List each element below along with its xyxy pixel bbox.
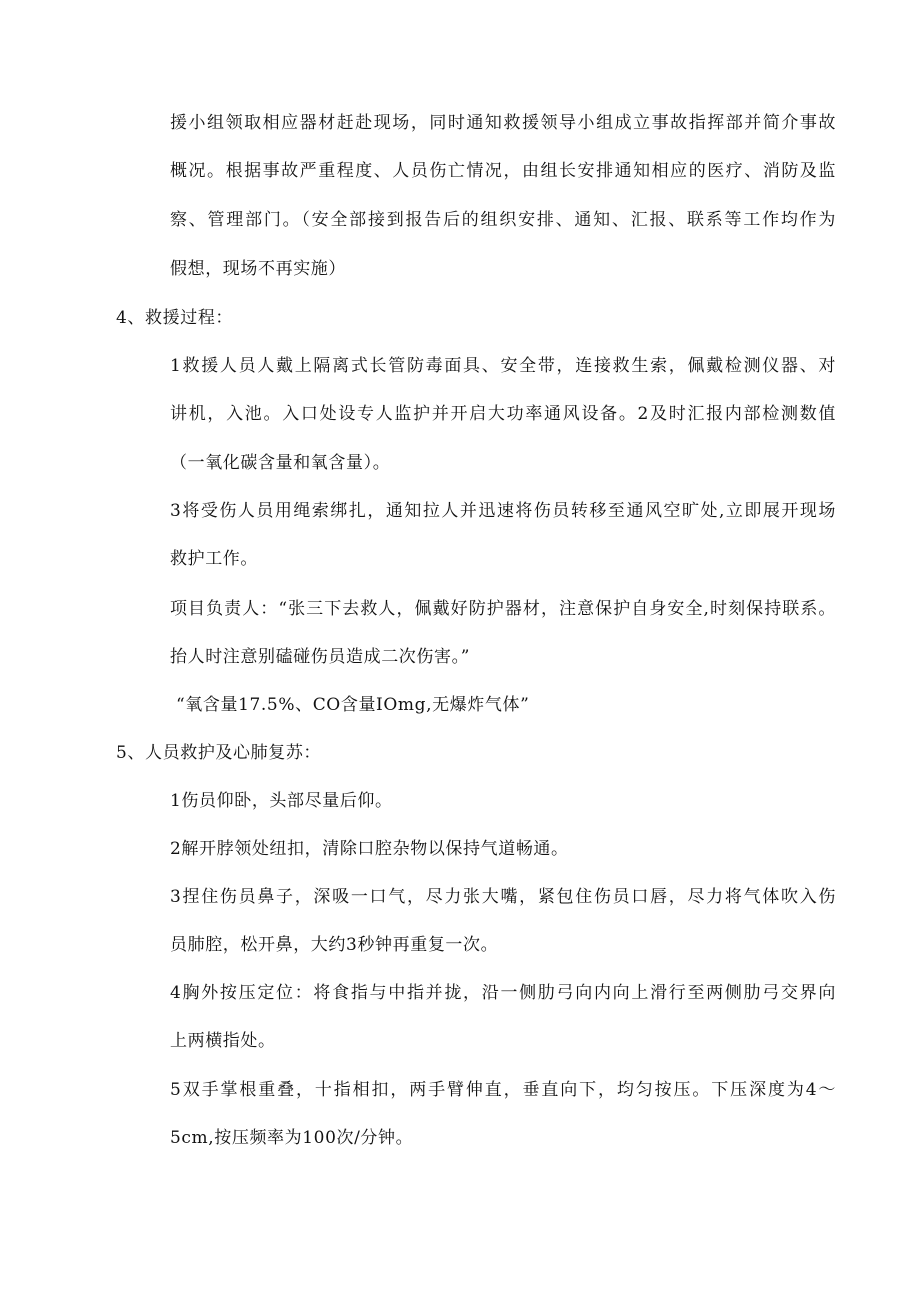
quote-line: 抬人时注意别磕碰伤员造成二次伤害。” bbox=[170, 647, 470, 667]
quote-line: “氧含量17.5%、CO含量IOmg,无爆炸气体” bbox=[176, 695, 530, 715]
paragraph-line: 假想，现场不再实施） bbox=[170, 259, 346, 279]
paragraph-line: 3捏住伤员鼻子，深吸一口气，尽力张大嘴，紧包住伤员口唇，尽力将气体吹入伤 bbox=[170, 887, 836, 907]
paragraph-line: 1救援人员人戴上隔离式长管防毒面具、安全带，连接救生索，佩戴检测仪器、对 bbox=[170, 356, 836, 376]
paragraph-line: 察、管理部门。（安全部接到报告后的组织安排、通知、汇报、联系等工作均作为 bbox=[170, 210, 836, 230]
paragraph-line: 3将受伤人员用绳索绑扎，通知拉人并迅速将伤员转移至通风空旷处,立即展开现场 bbox=[170, 501, 836, 521]
paragraph-line: 讲机，入池。入口处设专人监护并开启大功率通风设备。2及时汇报内部检测数值 bbox=[170, 404, 836, 424]
paragraph-line: 5双手掌根重叠，十指相扣，两手臂伸直，垂直向下，均匀按压。下压深度为4～ bbox=[170, 1080, 836, 1100]
paragraph-line: 上两横指处。 bbox=[170, 1031, 276, 1051]
paragraph-line: 员肺腔，松开鼻，大约3秒钟再重复一次。 bbox=[170, 935, 499, 955]
paragraph-line: 概况。根据事故严重程度、人员伤亡情况，由组长安排通知相应的医疗、消防及监 bbox=[170, 161, 836, 181]
paragraph-line: 2解开脖领处纽扣，清除口腔杂物以保持气道畅通。 bbox=[170, 839, 569, 859]
section-heading-5: 5、人员救护及心肺复苏： bbox=[116, 743, 322, 763]
paragraph-line: （一氧化碳含量和氧含量）。 bbox=[170, 453, 391, 473]
paragraph-line: 救护工作。 bbox=[170, 549, 258, 569]
quote-line: 项目负责人：“张三下去救人，佩戴好防护器材，注意保护自身安全,时刻保持联系。 bbox=[170, 599, 836, 619]
paragraph-line: 4胸外按压定位：将食指与中指并拢，沿一侧肋弓向内向上滑行至两侧肋弓交界向 bbox=[170, 983, 836, 1003]
paragraph-line: 1伤员仰卧，头部尽量后仰。 bbox=[170, 791, 393, 811]
paragraph-line: 援小组领取相应器材赶赴现场，同时通知救援领导小组成立事故指挥部并简介事故 bbox=[170, 113, 836, 133]
paragraph-line: 5cm,按压频率为100次/分钟。 bbox=[170, 1128, 414, 1148]
section-heading-4: 4、救援过程： bbox=[116, 308, 234, 328]
